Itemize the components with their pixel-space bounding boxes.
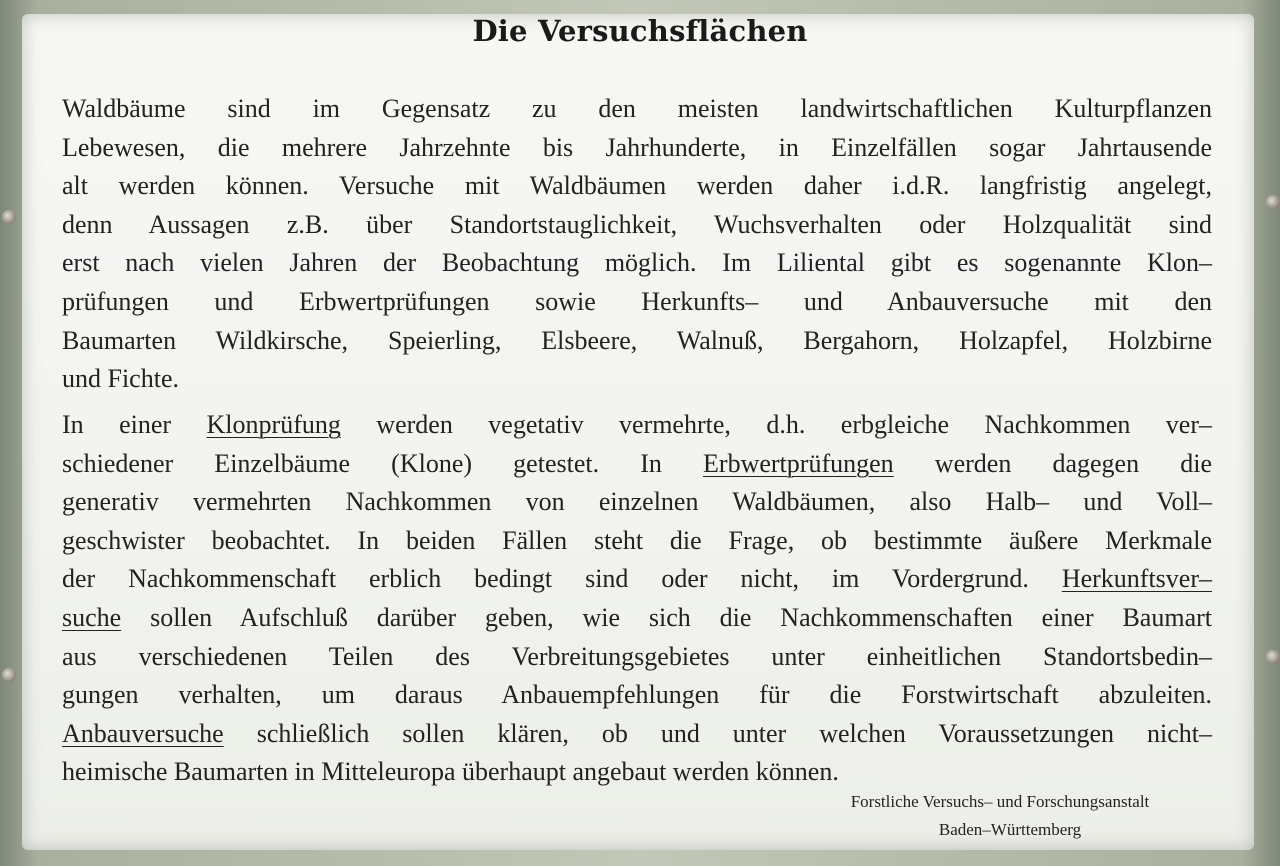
text-line xyxy=(62,445,1212,484)
footer-region: Baden–Württemberg xyxy=(938,820,1082,839)
term-erbwertpruefungen: Erbwertprüfungen xyxy=(703,448,894,478)
text-segment: werden dagegen die xyxy=(893,448,1212,478)
screw-icon xyxy=(2,210,16,224)
text-line: alt werden können. Versuche mit Waldbäumen werden daher i.d.R. langfristig angelegt, xyxy=(62,171,1212,201)
text-line xyxy=(62,599,1212,638)
text-segment: sollen Aufschluß darüber geben, wie sich die Nachkommenschaften einer Baumart xyxy=(121,602,1212,632)
text-line: und Fichte. xyxy=(62,364,179,394)
paragraph-intro xyxy=(62,90,1212,399)
text-line: denn Aussagen z.B. über Standortstauglichkeit, Wuchsverhalten oder Holzqualität sind xyxy=(62,209,1212,239)
text-line: Baumarten Wildkirsche, Speierling, Elsbeere, Walnuß, Bergahorn, Holzapfel, Holzbirne xyxy=(62,325,1212,355)
footer-institution: Forstliche Versuchs– und Forschungsanstalt xyxy=(850,792,1150,811)
text-line xyxy=(62,715,1212,754)
text-line: aus verschiedenen Teilen des Verbreitungsgebietes unter einheitlichen Standortsbedin– xyxy=(62,641,1212,671)
text-segment: schließlich sollen klären, ob und unter welchen Voraussetzungen nicht– xyxy=(223,718,1212,748)
text-segment: schiedener Einzelbäume (Klone) getestet. In xyxy=(62,448,704,478)
text-line: geschwister beobachtet. In beiden Fällen steht die Frage, ob bestimmte äußere Merkmale xyxy=(62,525,1212,555)
text-segment: In einer xyxy=(62,410,207,439)
text-line xyxy=(62,560,1212,599)
text-line: heimische Baumarten in Mitteleuropa überhaupt angebaut werden können. xyxy=(62,757,839,787)
text-line: gungen verhalten, um daraus Anbauempfehlungen für die Forstwirtschaft abzuleiten. xyxy=(62,680,1212,710)
screw-icon xyxy=(1266,650,1280,664)
text-segment: werden vegetativ vermehrte, d.h. erbgleiche Nachkommen ver– xyxy=(340,410,1213,439)
text-line: erst nach vielen Jahren der Beobachtung möglich. Im Liliental gibt es sogenannte Klon– xyxy=(62,248,1212,278)
screw-icon xyxy=(1266,195,1280,209)
screw-icon xyxy=(2,668,16,682)
sign-title: Die Versuchsflächen xyxy=(472,14,808,48)
text-line: prüfungen und Erbwertprüfungen sowie Herkunfts– und Anbauversuche mit den xyxy=(62,286,1212,316)
text-line: generativ vermehrten Nachkommen von einzelnen Waldbäumen, also Halb– und Voll– xyxy=(62,487,1212,517)
text-line: Lebewesen, die mehrere Jahrzehnte bis Jahrhunderte, in Einzelfällen sogar Jahrtausende xyxy=(62,132,1212,162)
paragraph-experiments xyxy=(62,406,1212,792)
term-herkunftsversuche-cont: suche xyxy=(62,602,122,632)
text-line xyxy=(62,406,1212,445)
text-segment: der Nachkommenschaft erblich bedingt sind oder nicht, im Vordergrund. xyxy=(62,564,1062,594)
term-anbauversuche: Anbauversuche xyxy=(62,718,224,748)
term-herkunftsversuche: Herkunftsver– xyxy=(1061,564,1212,594)
text-line: Waldbäume sind im Gegensatz zu den meisten landwirtschaftlichen Kulturpflanzen xyxy=(62,94,1212,123)
term-klonpruefung: Klonprüfung xyxy=(206,410,341,439)
